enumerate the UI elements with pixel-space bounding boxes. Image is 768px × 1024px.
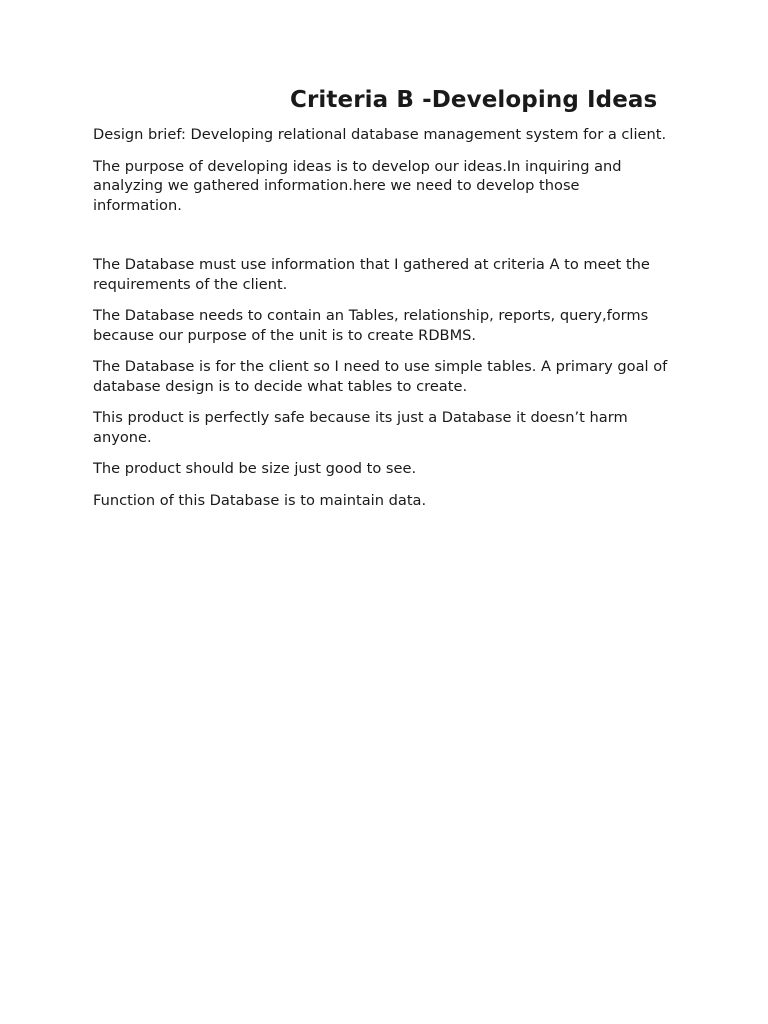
size-paragraph: The product should be size just good to see. [93,460,417,477]
document-page [93,86,673,522]
design-brief-paragraph: Design brief: Developing relational database management system for a client. [93,126,667,143]
tables-paragraph: The Database is for the client so I need to use simple tables. A primary goal of database design is to decide what tables to create. [93,358,668,395]
purpose-paragraph: The purpose of developing ideas is to develop our ideas.In inquiring and analyzing we gathered information.here we need to develop those information. [93,157,622,214]
document-title: Criteria B -Developing Ideas [290,87,658,113]
safety-paragraph: This product is perfectly safe because its just a Database it doesn’t harm anyone. [93,409,628,446]
information-paragraph: The Database must use information that I gathered at criteria A to meet the requirements of the client. [93,256,650,293]
contents-paragraph: The Database needs to contain an Tables, relationship, reports, query,forms because our purpose of the unit is to create RDBMS. [93,307,649,344]
function-paragraph: Function of this Database is to maintain data. [93,491,427,509]
